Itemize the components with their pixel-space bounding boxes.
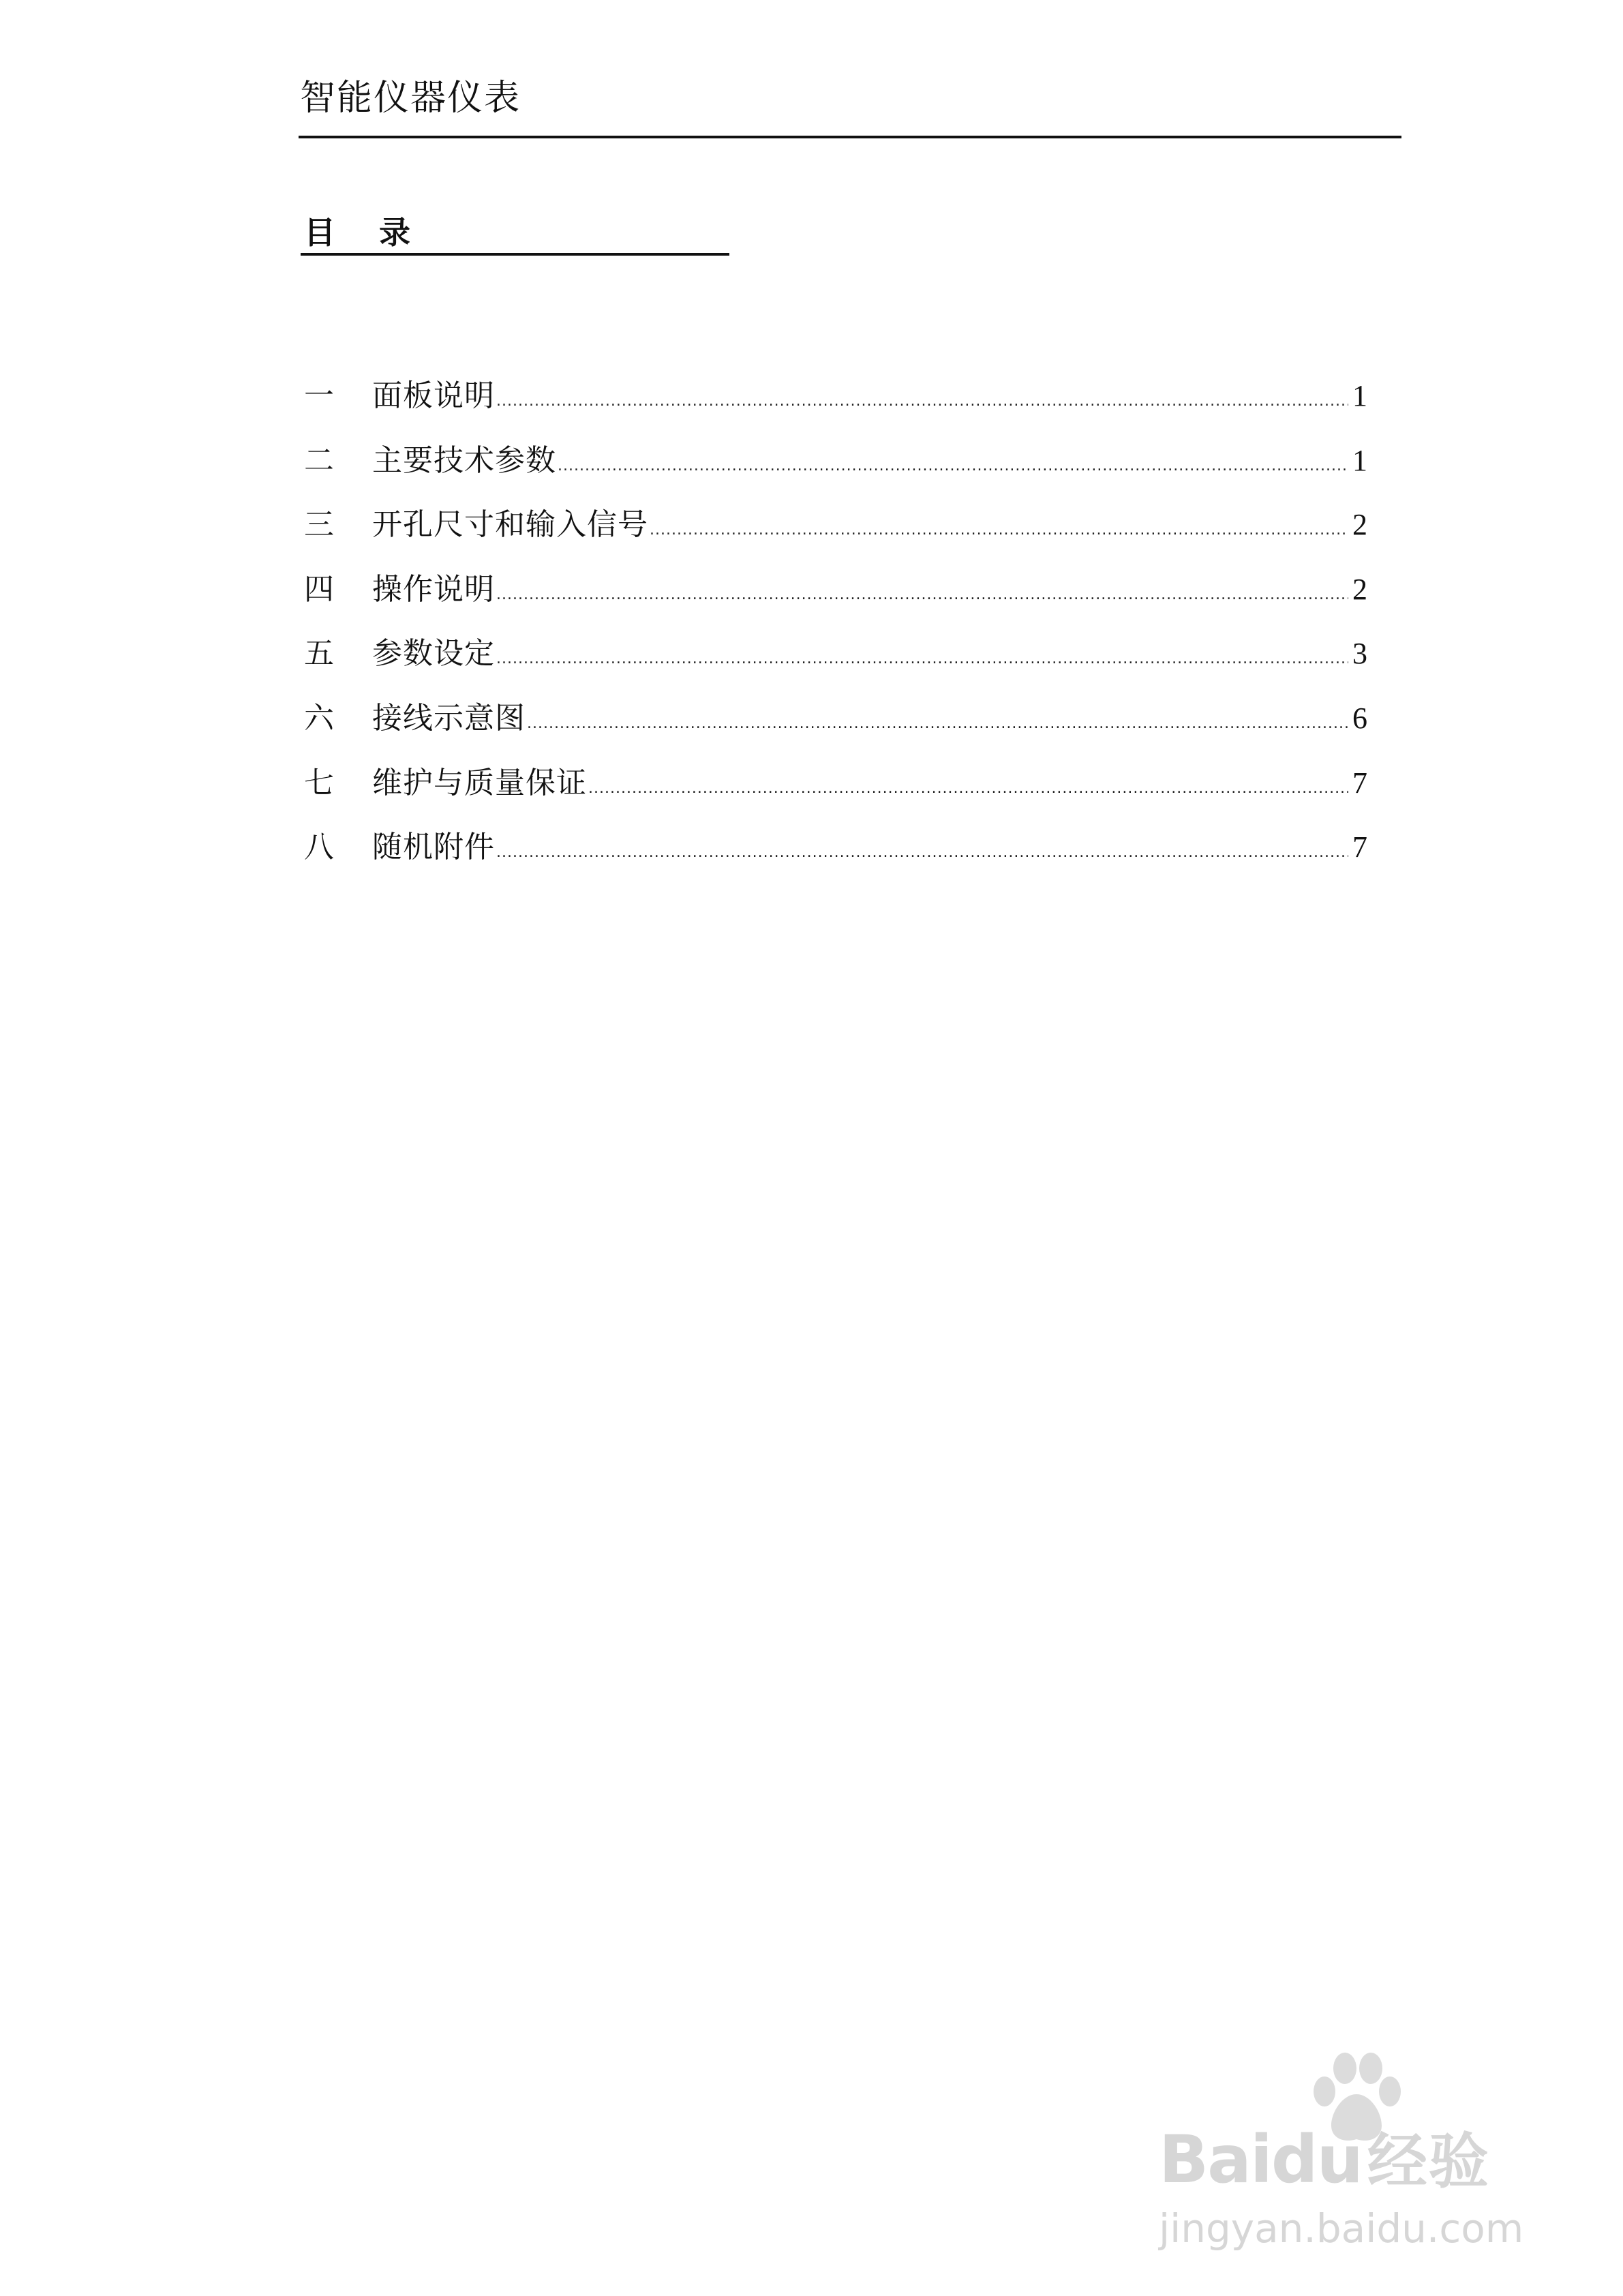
toc-entry-number: 四 bbox=[304, 571, 334, 607]
toc-entry-number: 七 bbox=[304, 765, 334, 800]
toc-entry-title: 随机附件 bbox=[372, 830, 495, 865]
toc-entry-page: 1 bbox=[1352, 443, 1367, 477]
toc-heading: 目录 bbox=[304, 214, 454, 251]
toc-entry-number: 三 bbox=[304, 507, 334, 543]
toc-dot-leader bbox=[496, 573, 1348, 618]
toc-heading-rule bbox=[301, 253, 729, 256]
baidu-jingyan-watermark bbox=[1159, 2052, 1541, 2256]
toc-entry-title: 接线示意图 bbox=[372, 700, 526, 736]
toc-dot-leader bbox=[496, 830, 1348, 875]
toc-dot-leader bbox=[496, 637, 1348, 682]
toc-entry-title: 面板说明 bbox=[372, 378, 495, 413]
toc-entry-number: 二 bbox=[304, 442, 334, 478]
toc-entry-page: 3 bbox=[1352, 637, 1367, 671]
toc-entry[interactable] bbox=[304, 502, 1367, 567]
toc-entry-page: 6 bbox=[1352, 701, 1367, 735]
toc-entry[interactable] bbox=[304, 374, 1367, 438]
watermark-brand-cn: 经验 bbox=[1367, 2126, 1490, 2196]
toc-dot-leader bbox=[650, 508, 1348, 553]
toc-entry[interactable] bbox=[304, 438, 1367, 503]
watermark-brand bbox=[1159, 2121, 1490, 2198]
toc-entry-page: 7 bbox=[1352, 830, 1367, 864]
toc-dot-leader bbox=[588, 766, 1348, 811]
toc-entry-title: 参数设定 bbox=[372, 636, 495, 671]
toc-entry[interactable] bbox=[304, 761, 1367, 826]
watermark-url: jingyan.baidu.com bbox=[1159, 2205, 1524, 2252]
toc-entry[interactable] bbox=[304, 567, 1367, 632]
toc-entry[interactable] bbox=[304, 696, 1367, 761]
toc-dot-leader bbox=[558, 444, 1348, 489]
toc-entry-page: 1 bbox=[1352, 379, 1367, 412]
toc-entry-number: 一 bbox=[304, 378, 334, 413]
toc-entry-title: 主要技术参数 bbox=[372, 442, 556, 478]
toc-entry-title: 操作说明 bbox=[372, 571, 495, 607]
toc-list bbox=[304, 374, 1367, 890]
toc-entry-number: 八 bbox=[304, 830, 334, 865]
toc-entry-number: 六 bbox=[304, 700, 334, 736]
toc-entry[interactable] bbox=[304, 825, 1367, 890]
running-header: 智能仪器仪表 bbox=[300, 78, 521, 119]
toc-entry-title: 维护与质量保证 bbox=[372, 765, 587, 800]
watermark-brand-latin: Baidu bbox=[1159, 2121, 1362, 2198]
toc-dot-leader bbox=[527, 701, 1348, 746]
header-rule bbox=[299, 136, 1401, 138]
toc-entry-number: 五 bbox=[304, 636, 334, 671]
toc-entry-page: 2 bbox=[1352, 508, 1367, 542]
toc-entry-page: 7 bbox=[1352, 766, 1367, 800]
toc-entry[interactable] bbox=[304, 631, 1367, 696]
toc-entry-page: 2 bbox=[1352, 572, 1367, 606]
toc-entry-title: 开孔尺寸和输入信号 bbox=[372, 507, 648, 543]
toc-dot-leader bbox=[496, 379, 1348, 424]
